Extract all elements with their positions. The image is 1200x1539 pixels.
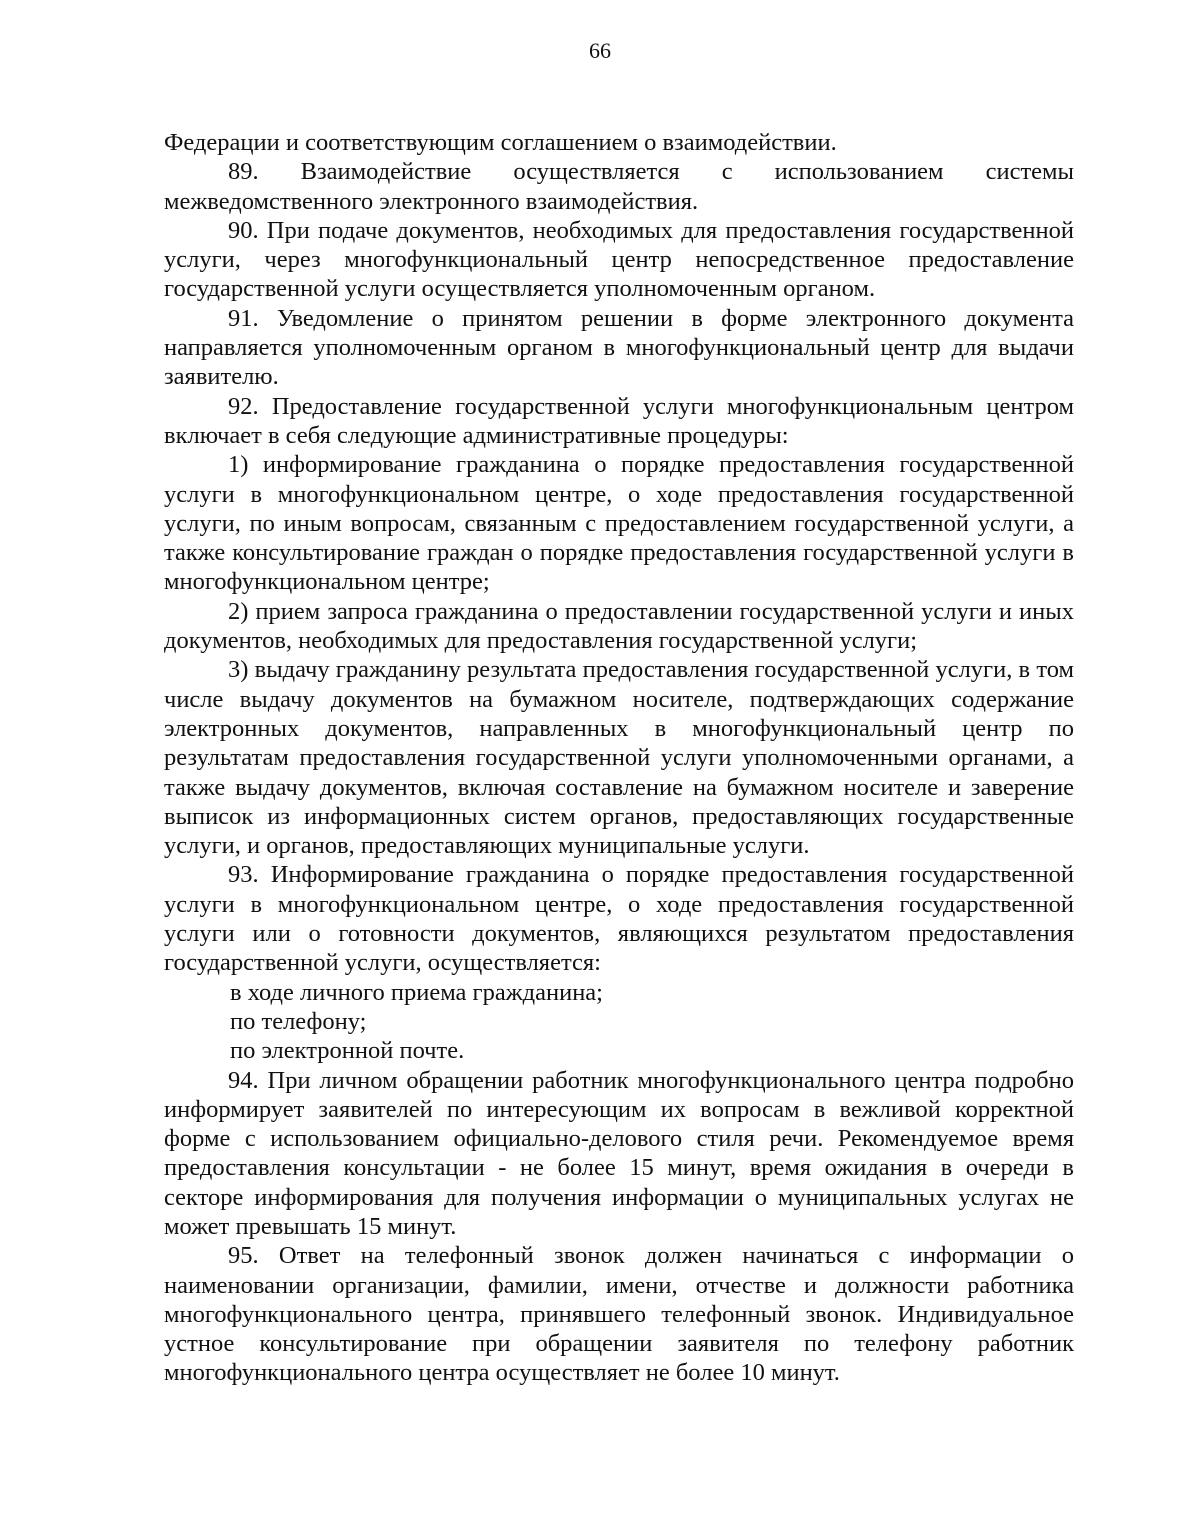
paragraph-92: 92. Предоставление государственной услуги многофункциональным центром включает в себя следующие административные процедуры: — [164, 392, 1074, 449]
paragraph-92-item-3: 3) выдачу гражданину результата предоставления государственной услуги, в том числе выдачу документов на бумажном носителе, подтверждающих содержание электронных документов, направленных в многофункциональный центр по результатам предоставления государственной услуги уполномоченными органами, а также выдачу документов, включая составление на бумажном носителе и заверение выписок из информационных систем органов, предоставляющих государственные услуги, и органов, предоставляющих муниципальные услуги. — [164, 656, 1074, 860]
paragraph-93-item-phone: по телефону; — [230, 1007, 367, 1035]
paragraph-93-item-personal: в ходе личного приема гражданина; — [230, 978, 603, 1006]
paragraph-92-item-1: 1) информирование гражданина о порядке предоставления государственной услуги в многофункциональном центре, о ходе предоставления государственной услуги, по иным вопросам, связанным с предоставлением государственной услуги, а также консультирование граждан о порядке предоставления государственной услуги в многофункциональном центре; — [164, 451, 1074, 596]
paragraph-89: 89. Взаимодействие осуществляется с использованием системы межведомственного электронного взаимодействия. — [164, 158, 1074, 215]
page-number: 66 — [589, 38, 611, 63]
document-body — [164, 128, 1074, 1388]
paragraph-92-item-2: 2) прием запроса гражданина о предоставлении государственной услуги и иных документов, необходимых для предоставления государственной услуги; — [164, 597, 1074, 655]
paragraph-94: 94. При личном обращении работник многофункционального центра подробно информирует заявителей по интересующим их вопросам в вежливой корректной форме с использованием официально-делового стиля речи. Рекомендуемое время предоставления консультации - не более 15 минут, время ожидания в очереди в секторе информирования для получения информации о муниципальных услугах не может превышать 15 минут. — [164, 1066, 1074, 1240]
paragraph-95: 95. Ответ на телефонный звонок должен начинаться с информации о наименовании организации, фамилии, имени, отчестве и должности работника многофункционального центра, принявшего телефонный звонок. Индивидуальное устное консультирование при обращении заявителя по телефону работник многофункционального центра осуществляет не более 10 минут. — [164, 1242, 1074, 1387]
paragraph-continuation: Федерации и соответствующим соглашением о взаимодействии. — [164, 129, 837, 156]
paragraph-91: 91. Уведомление о принятом решении в форме электронного документа направляется уполномоченным органом в многофункциональный центр для выдачи заявителю. — [164, 304, 1074, 391]
paragraph-93: 93. Информирование гражданина о порядке предоставления государственной услуги в многофункциональном центре, о ходе предоставления государственной услуги или о готовности документов, являющихся результатом предоставления государственной услуги, осуществляется: — [164, 861, 1074, 977]
paragraph-90: 90. При подаче документов, необходимых для предоставления государственной услуги, через многофункциональный центр непосредственное предоставление государственной услуги осуществляется уполномоченным органом. — [164, 216, 1074, 303]
paragraph-93-item-email: по электронной почте. — [230, 1037, 465, 1065]
